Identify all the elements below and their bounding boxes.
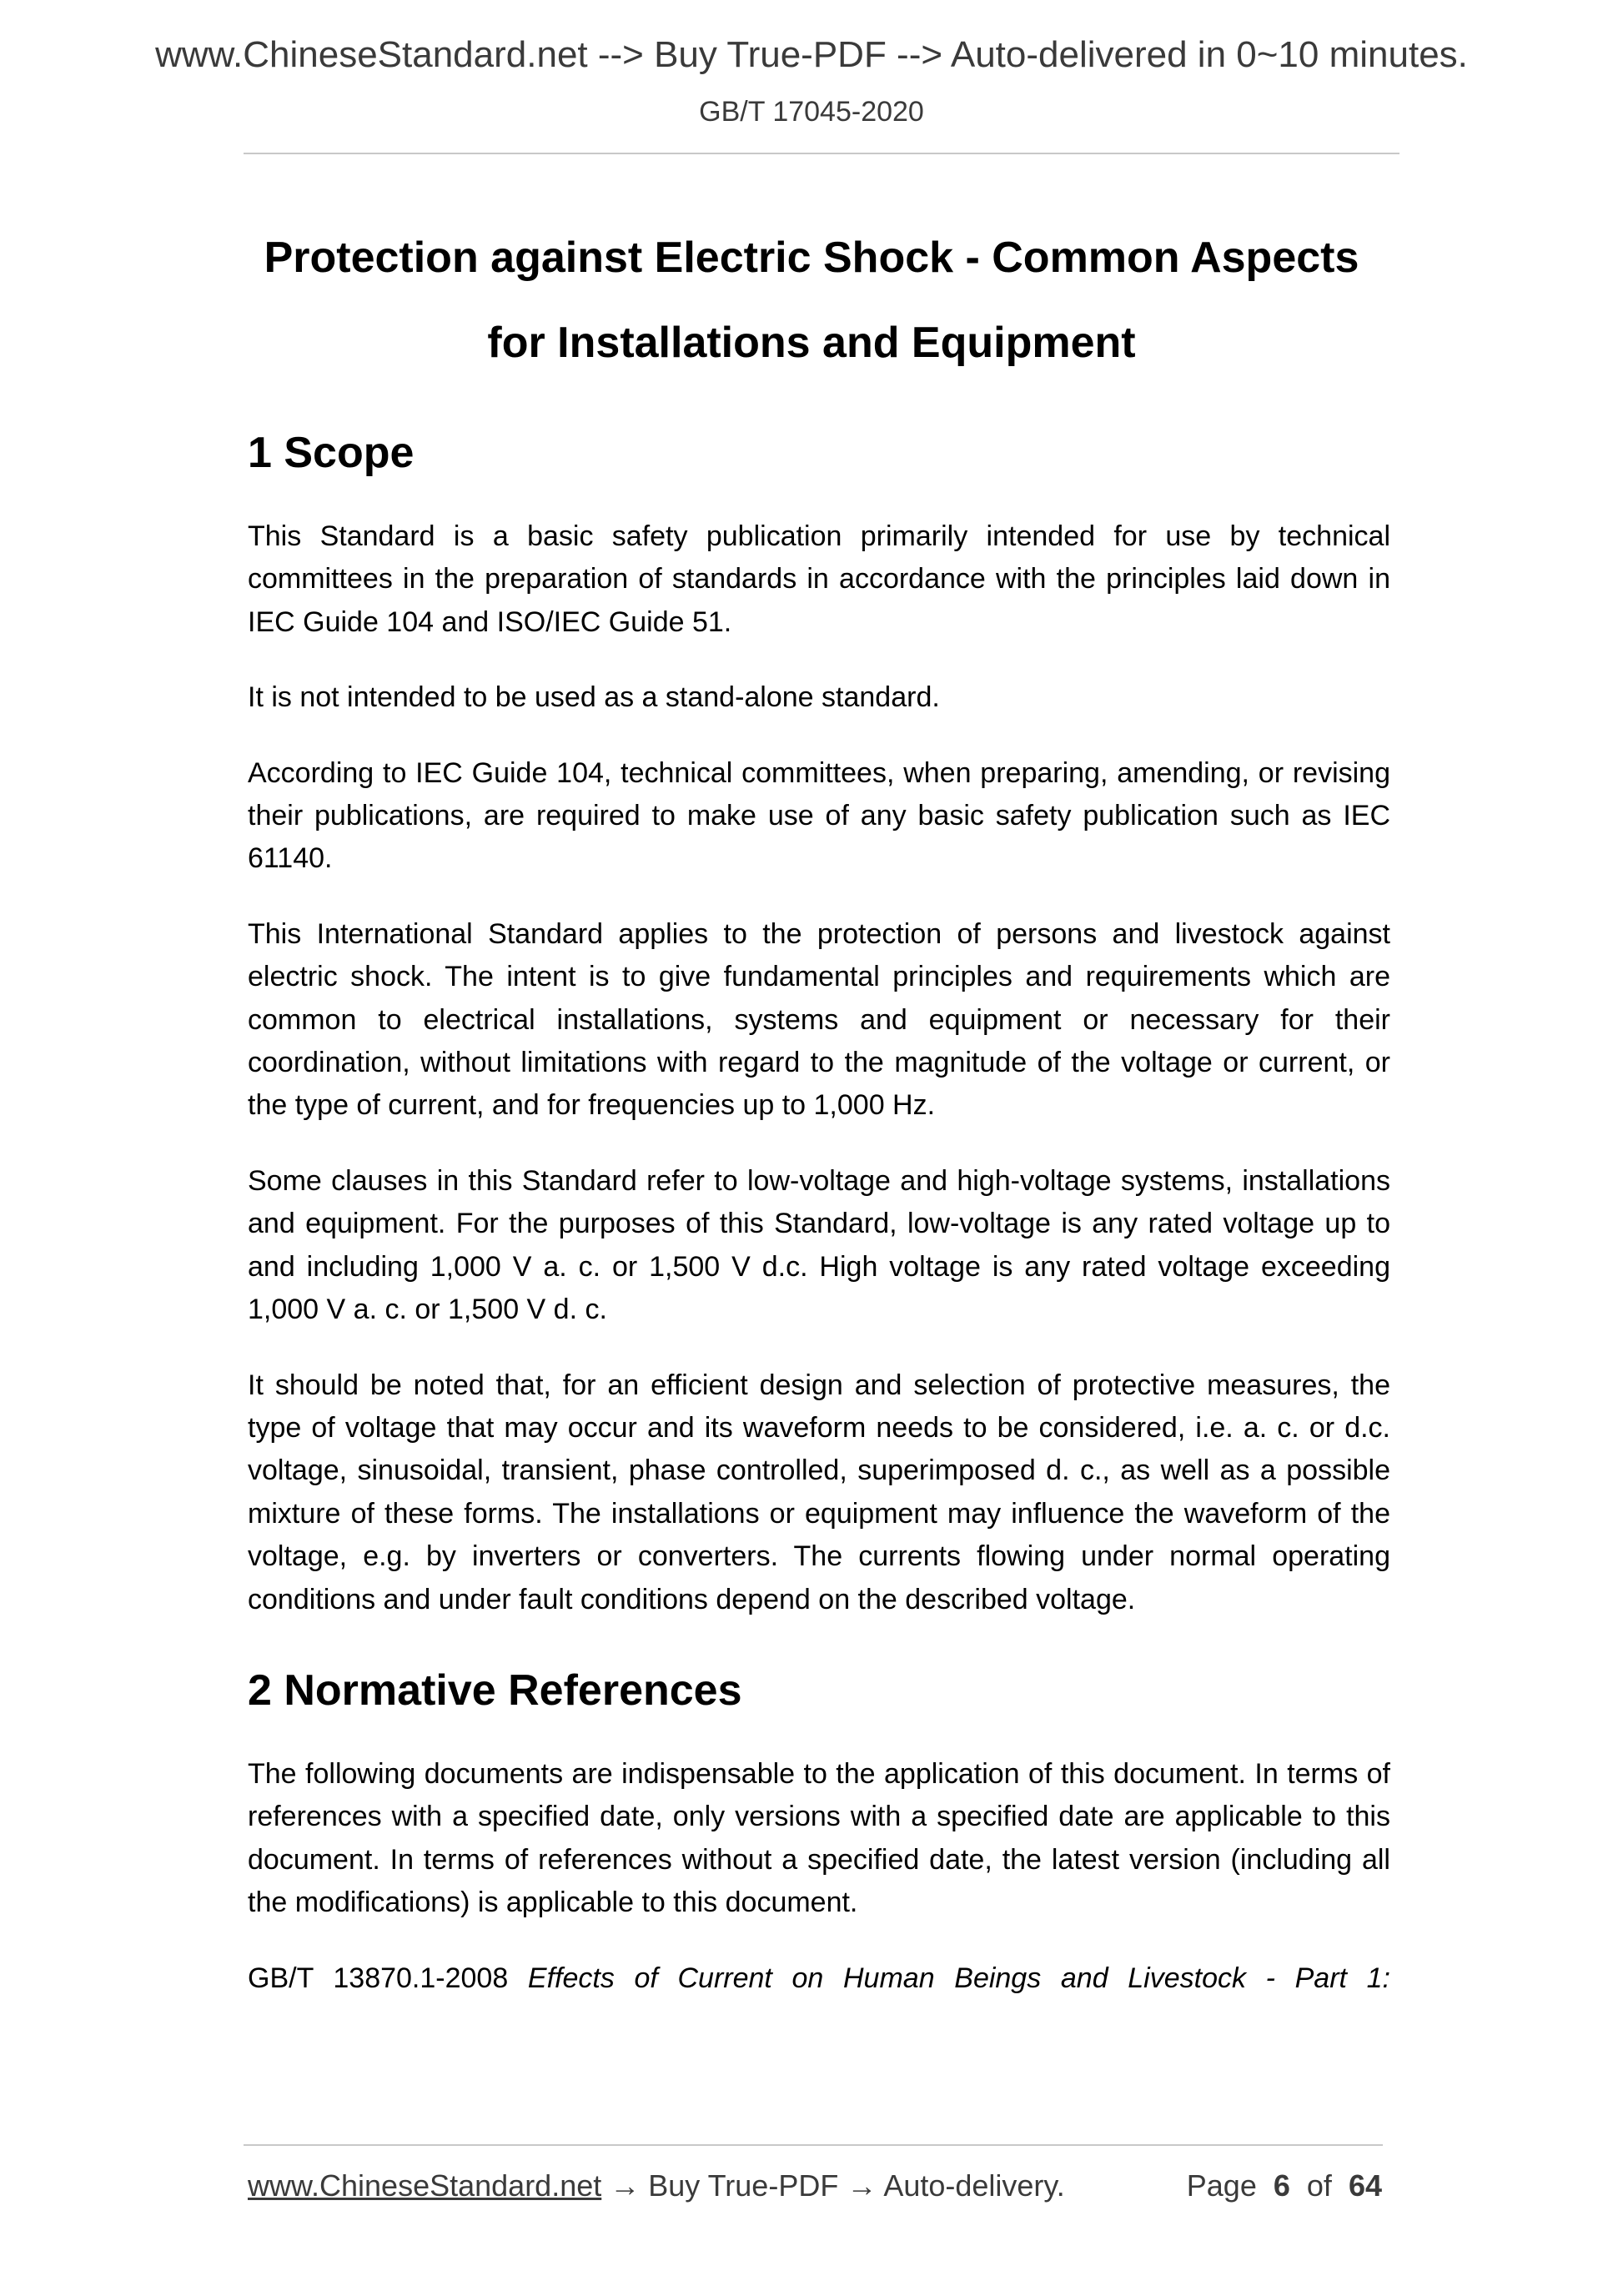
document-title (167, 215, 1456, 385)
footer-promo (248, 2166, 1065, 2206)
document-title-line-2: for Installations and Equipment (487, 319, 1136, 367)
footer-website-link[interactable]: www.ChineseStandard.net (248, 2168, 602, 2203)
top-banner: www.ChineseStandard.net --> Buy True-PDF --> Auto-delivered in 0~10 minutes. (155, 34, 1468, 75)
standard-code: GB/T 17045-2020 (699, 96, 924, 128)
reference-code: GB/T 13870.1-2008 (248, 1962, 509, 1994)
scope-paragraph-4: This International Standard applies to the protection of persons and livestock against electric shock. The intent is to give fundamental principles and requirements which are common to electrical installations, systems and equipment or necessary for their coordination, without limitations with regard to the magnitude of the voltage or current, or the type of current, and for frequencies up to 1,000 Hz. (248, 917, 1390, 1122)
scope-paragraph-3: According to IEC Guide 104, technical committees, when preparing, amending, or revising their publications, are required to make use of any basic safety publication such as IEC 61140. (248, 756, 1390, 875)
section-heading-scope: 1 Scope (248, 429, 415, 477)
footer-delivery-text: → Buy True-PDF → Auto-delivery. (601, 2168, 1065, 2203)
scope-paragraph-2: It is not intended to be used as a stand-alone standard. (248, 681, 940, 714)
current-page-number: 6 (1273, 2168, 1290, 2203)
total-pages: 64 (1348, 2168, 1382, 2203)
page-indicator (1187, 2166, 1382, 2206)
document-title-line-1: Protection against Electric Shock - Common Aspects (264, 234, 1359, 282)
reference-entry (248, 1957, 1390, 2000)
page-label: Page (1186, 2168, 1257, 2203)
header-divider (244, 153, 1399, 154)
scope-paragraph-5: Some clauses in this Standard refer to low-voltage and high-voltage systems, installations and equipment. For the purposes of this Standard, low-voltage is any rated voltage up to and including 1,000 V a. c. or 1,500 V d.c. High voltage is any rated voltage exceeding 1,000 V a. c. or 1,500 V d. c. (248, 1164, 1390, 1326)
scope-paragraph-6: It should be noted that, for an efficient design and selection of protective measures, the type of voltage that may occur and its waveform needs to be considered, i.e. a. c. or d.c. voltage, sinusoidal, transient, phase controlled, superimposed d. c., as well as a possible mixture of these forms. The installations or equipment may influence the waveform of the voltage, e.g. by inverters or converters. The currents flowing under normal operating conditions and under fault conditions depend on the described voltage. (248, 1369, 1390, 1615)
document-body (248, 424, 1390, 2000)
reference-title: Effects of Current on Human Beings and Livestock - Part 1: (527, 1962, 1390, 1994)
section-heading-normative-references: 2 Normative References (248, 1665, 742, 1715)
footer-divider (244, 2144, 1383, 2146)
page-footer (248, 2166, 1382, 2206)
normative-references-paragraph: The following documents are indispensable to the application of this document. In terms of references with a specified date, only versions with a specified date are applicable to this document. In terms of references without a specified date, the latest version (including all the modifications) is applicable to this document. (248, 1757, 1390, 1919)
of-label: of (1306, 2168, 1332, 2203)
scope-paragraph-1: This Standard is a basic safety publication primarily intended for use by technical committees in the preparation of standards in accordance with the principles laid down in IEC Guide 104 and ISO/IEC Guide 51. (248, 520, 1390, 638)
